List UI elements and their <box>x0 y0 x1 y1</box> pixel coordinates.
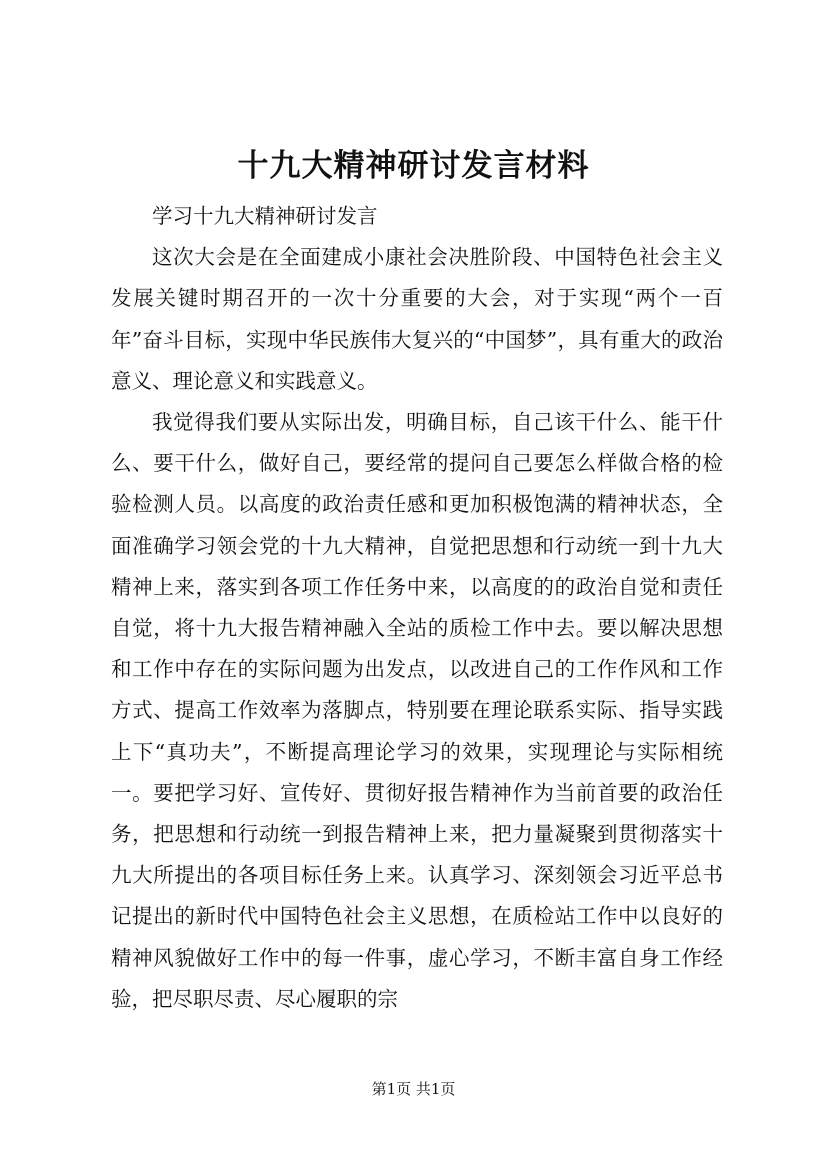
document-body <box>111 196 723 1020</box>
document-title: 十九大精神研讨发言材料 <box>237 148 590 184</box>
subtitle-paragraph: 学习十九大精神研讨发言 <box>152 204 378 228</box>
body-paragraph: 我觉得我们要从实际出发，明确目标，自己该干什么、能干什么、要干什么，做好自己，要经常的提问自己要怎么样做合格的检验检测人员。以高度的政治责任感和更加积极饱满的精神状态，全面准确学习领会党的十九大精神，自觉把思想和行动统一到十九大精神上来，落实到各项工作任务中来，以高度的的政治自觉和责任自觉，将十九大报告精神融入全站的质检工作中去。要以解决思想和工作中存在的实际问题为出发点，以改进自己的工作作风和工作方式、提高工作效率为落脚点，特别要在理论联系实际、指导实践上下“真功夫”，不断提高理论学习的效果，实现理论与实际相统一。要把学习好、宣传好、贯彻好报告精神作为当前首要的政治任务，把思想和行动统一到报告精神上来，把力量凝聚到贯彻落实十九大所提出的各项目标任务上来。认真学习、深刻领会习近平总书记提出的新时代中国特色社会主义思想，在质检站工作中以良好的精神风貌做好工作中的每一件事，虚心学习，不断丰富自身工作经验，把尽职尽责、尽心履职的宗 <box>111 410 723 1011</box>
body-paragraph: 这次大会是在全面建成小康社会决胜阶段、中国特色社会主义发展关键时期召开的一次十分重要的大会，对于实现“两个一百年”奋斗目标，实现中华民族伟大复兴的“中国梦”，具有重大的政治意义、理论意义和实践意义。 <box>111 245 723 393</box>
page-number-footer: 第1页 共1页 <box>371 1080 456 1098</box>
